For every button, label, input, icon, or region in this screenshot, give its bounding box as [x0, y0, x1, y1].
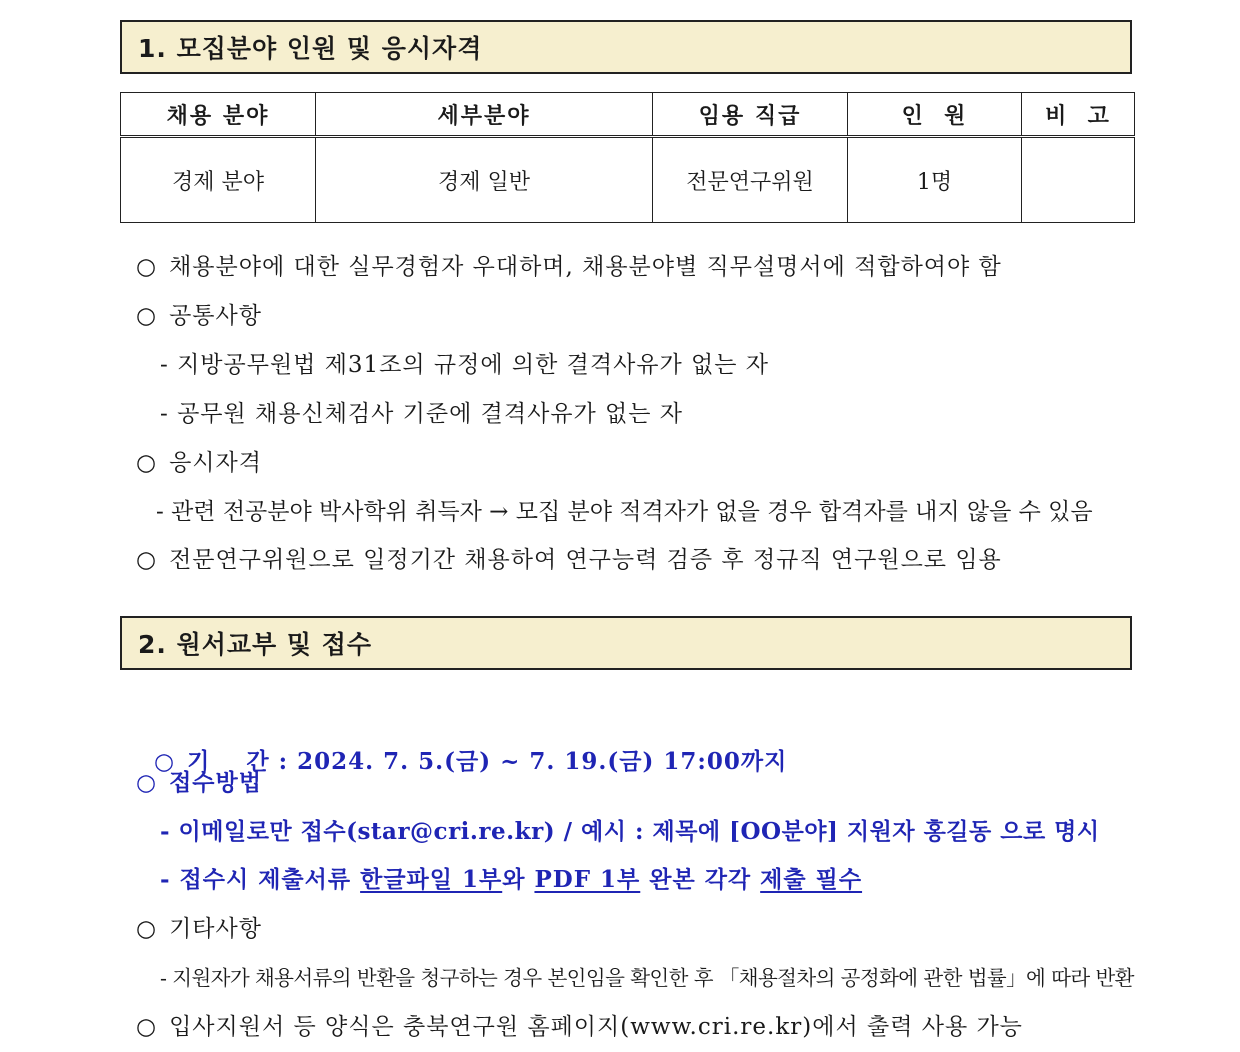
table-header: 비 고	[1022, 93, 1135, 137]
list-subitem: - 접수시 제출서류 한글파일 1부와 PDF 1부 완본 각각 제출 필수	[160, 866, 863, 893]
recruitment-table	[120, 92, 1135, 223]
circle-bullet-icon: ○	[136, 254, 158, 280]
circle-bullet-icon: ○	[136, 303, 158, 329]
table-header: 임용 직급	[653, 93, 848, 137]
section-1-header	[120, 20, 1132, 74]
circle-bullet-icon: ○	[136, 1014, 158, 1040]
table-row	[121, 137, 1135, 223]
period-item: ○ 기 간 : 2024. 7. 5.(금) ~ 7. 19.(금) 17:00까지	[154, 748, 788, 775]
section-2-title: 2. 원서교부 및 접수	[138, 630, 373, 659]
table-cell: 경제 일반	[316, 137, 653, 223]
circle-bullet-icon: ○	[136, 770, 158, 796]
table-header-row	[121, 93, 1135, 137]
list-subitem: - 지방공무원법 제31조의 규정에 의한 결격사유가 없는 자	[160, 352, 770, 378]
list-item: ○ 응시자격	[136, 450, 262, 476]
table-cell: 경제 분야	[121, 137, 316, 223]
section-2-header	[120, 616, 1132, 670]
list-subitem: - 이메일로만 접수(star@cri.re.kr) / 예시 : 제목에 [OO분야] 지원자 홍길동 으로 명시	[160, 818, 1100, 845]
list-item: ○ 전문연구위원으로 일정기간 채용하여 연구능력 검증 후 정규직 연구원으로 임용	[136, 547, 1002, 573]
table-header: 인 원	[848, 93, 1022, 137]
table-cell: 1명	[848, 137, 1022, 223]
list-item: ○ 채용분야에 대한 실무경험자 우대하며, 채용분야별 직무설명서에 적합하여야 함	[136, 254, 1002, 280]
method-item: ○ 접수방법	[136, 769, 262, 796]
list-subitem: - 지원자가 채용서류의 반환을 청구하는 경우 본인임을 확인한 후 「채용절차의 공정화에 관한 법률」에 따라 반환	[160, 966, 1134, 990]
list-subitem: - 관련 전공분야 박사학위 취득자 → 모집 분야 적격자가 없을 경우 합격자를 내지 않을 수 있음	[156, 499, 1093, 525]
table-cell: 전문연구위원	[653, 137, 848, 223]
table-header: 채용 분야	[121, 93, 316, 137]
circle-bullet-icon: ○	[136, 547, 158, 573]
table-header: 세부분야	[316, 93, 653, 137]
circle-bullet-icon: ○	[136, 916, 158, 942]
list-item: ○ 공통사항	[136, 303, 262, 329]
list-subitem: - 공무원 채용신체검사 기준에 결격사유가 없는 자	[160, 401, 683, 427]
list-item: ○ 입사지원서 등 양식은 충북연구원 홈페이지(www.cri.re.kr)에서 출력 사용 가능	[136, 1014, 1023, 1040]
section-1-title: 1. 모집분야 인원 및 응시자격	[138, 34, 483, 63]
circle-bullet-icon: ○	[154, 749, 176, 775]
circle-bullet-icon: ○	[136, 450, 158, 476]
table-cell	[1022, 137, 1135, 223]
list-item: ○ 기타사항	[136, 916, 262, 942]
